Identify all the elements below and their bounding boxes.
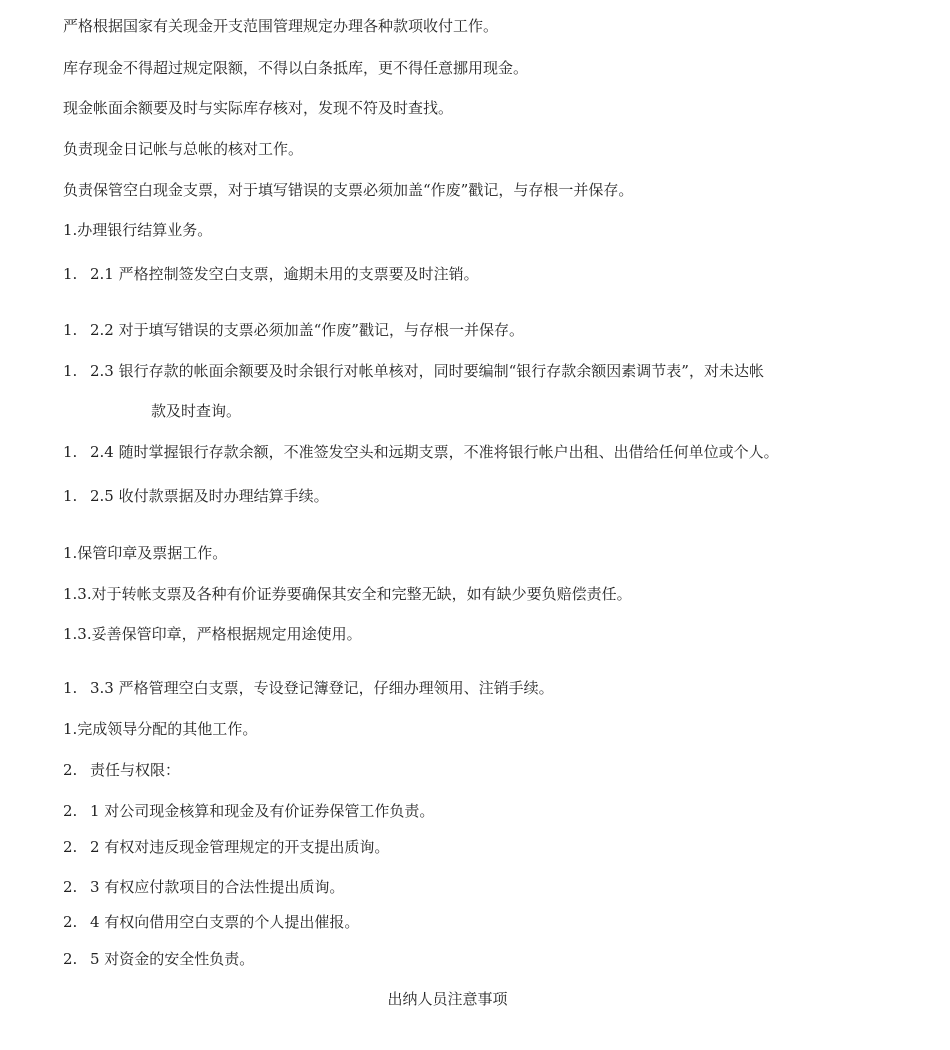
paragraph: 严格根据国家有关现金开支范围管理规定办理各种款项收付工作。 bbox=[63, 17, 499, 35]
list-item bbox=[63, 361, 764, 381]
item-number: 1. bbox=[63, 443, 78, 461]
item-number: 2. bbox=[63, 878, 78, 896]
item-text: 2.4 随时掌握银行存款余额，不准签发空头和远期支票，不准将银行帐户出租、出借给任何单位或个人。 bbox=[90, 443, 779, 461]
item-number: 1. bbox=[63, 679, 78, 697]
paragraph: 负责现金日记帐与总帐的核对工作。 bbox=[63, 140, 304, 158]
list-item bbox=[63, 442, 779, 462]
item-number: 1. bbox=[63, 362, 78, 380]
item-number: 2. bbox=[63, 838, 78, 856]
item-text: 4 有权向借用空白支票的个人提出催报。 bbox=[90, 913, 360, 931]
item-text: 1 对公司现金核算和现金及有价证券保管工作负责。 bbox=[90, 802, 435, 820]
list-item: 1.3.妥善保管印章，严格根据规定用途使用。 bbox=[63, 625, 362, 643]
list-item bbox=[63, 264, 479, 284]
item-text: 3.3 严格管理空白支票，专设登记簿登记，仔细办理领用、注销手续。 bbox=[90, 679, 554, 697]
list-item-continuation: 款及时查询。 bbox=[151, 402, 242, 420]
item-text: 2 有权对违反现金管理规定的开支提出质询。 bbox=[90, 838, 390, 856]
item-text: 2.2 对于填写错误的支票必须加盖“作废”戳记，与存根一并保存。 bbox=[90, 321, 524, 339]
item-number: 2. bbox=[63, 913, 78, 931]
list-item bbox=[63, 912, 359, 932]
list-item bbox=[63, 486, 329, 506]
list-item bbox=[63, 877, 344, 897]
item-number: 1. bbox=[63, 265, 78, 283]
item-text: 责任与权限： bbox=[90, 761, 181, 779]
list-item: 1.3.对于转帐支票及各种有价证券要确保其安全和完整无缺，如有缺少要负赔偿责任。 bbox=[63, 585, 632, 603]
item-text: 3 有权应付款项目的合法性提出质询。 bbox=[90, 878, 345, 896]
paragraph: 现金帐面余额要及时与实际库存核对，发现不符及时查找。 bbox=[63, 99, 454, 117]
item-number: 2. bbox=[63, 802, 78, 820]
section-heading: 1.保管印章及票据工作。 bbox=[63, 544, 228, 562]
list-item bbox=[63, 678, 554, 698]
list-item bbox=[63, 801, 434, 821]
item-text: 5 对资金的安全性负责。 bbox=[90, 950, 255, 968]
list-item bbox=[63, 837, 389, 857]
item-number: 2. bbox=[63, 950, 78, 968]
item-number: 1. bbox=[63, 321, 78, 339]
section-heading: 1.完成领导分配的其他工作。 bbox=[63, 720, 258, 738]
list-item bbox=[63, 320, 524, 340]
section-heading bbox=[63, 760, 180, 780]
paragraph: 负责保管空白现金支票，对于填写错误的支票必须加盖“作废”戳记，与存根一并保存。 bbox=[63, 181, 634, 199]
item-text: 2.3 银行存款的帐面余额要及时余银行对帐单核对，同时要编制“银行存款余额因素调节表”，对未达帐 bbox=[90, 362, 764, 380]
paragraph: 库存现金不得超过规定限额，不得以白条抵库，更不得任意挪用现金。 bbox=[63, 59, 529, 77]
list-item bbox=[63, 949, 254, 969]
item-number: 2. bbox=[63, 761, 78, 779]
item-text: 2.1 严格控制签发空白支票，逾期未用的支票要及时注销。 bbox=[90, 265, 479, 283]
footer-title: 出纳人员注意事项 bbox=[387, 990, 508, 1008]
item-text: 2.5 收付款票据及时办理结算手续。 bbox=[90, 487, 329, 505]
item-number: 1. bbox=[63, 487, 78, 505]
section-heading: 1.办理银行结算业务。 bbox=[63, 221, 213, 239]
